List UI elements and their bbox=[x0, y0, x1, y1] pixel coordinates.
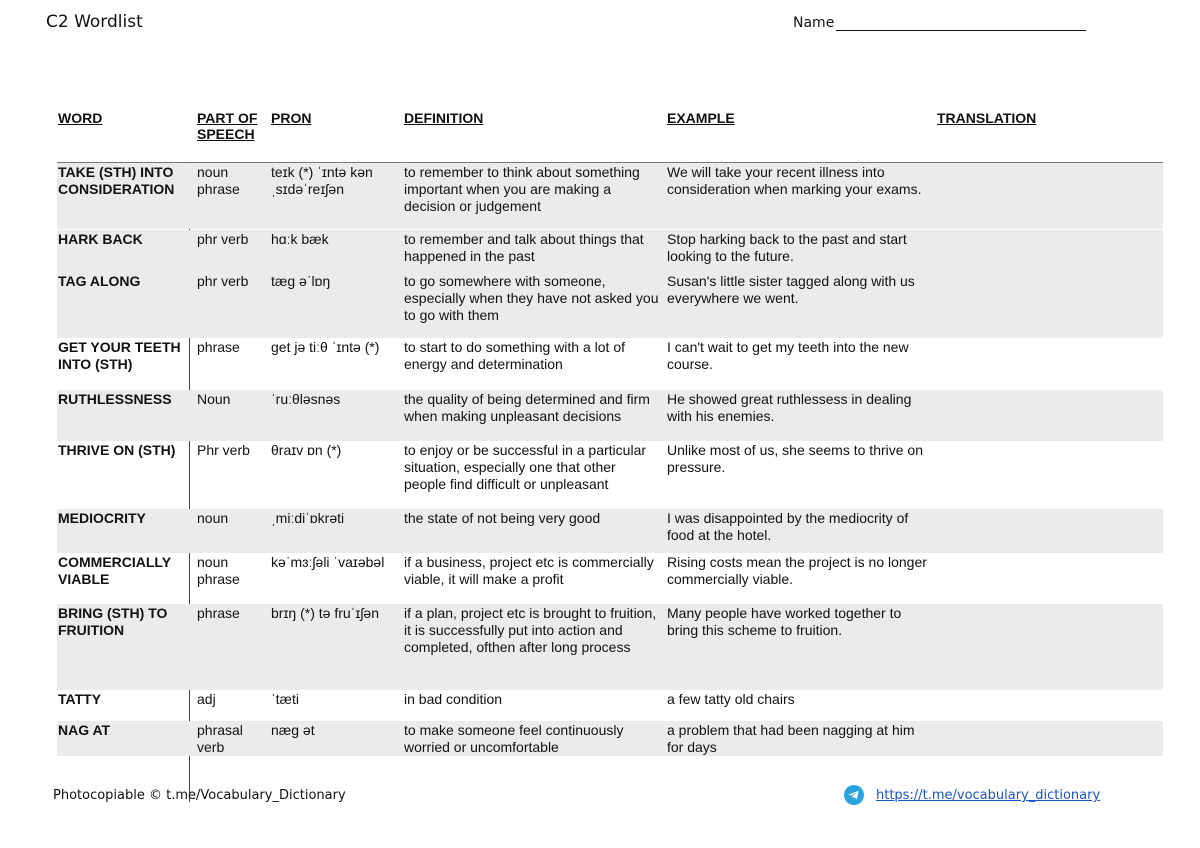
header-word: WORD bbox=[58, 110, 103, 126]
pos-cell: Phr verb bbox=[197, 442, 250, 458]
word-cell: RUTHLESSNESS bbox=[58, 391, 172, 407]
word-cell: BRING (STH) TO FRUITION bbox=[58, 605, 168, 638]
pos-cell: Noun bbox=[197, 391, 231, 407]
table-row bbox=[57, 690, 1163, 721]
pos-cell: phrasal verb bbox=[197, 722, 243, 755]
table-header bbox=[57, 110, 1163, 163]
pos-cell: noun bbox=[197, 510, 229, 526]
word-cell: HARK BACK bbox=[58, 231, 143, 247]
table-row bbox=[57, 163, 1163, 229]
table-row bbox=[57, 553, 1163, 604]
pron-cell: ˈtæti bbox=[271, 691, 299, 707]
example-cell: I was disappointed by the mediocrity of food at the hotel. bbox=[667, 510, 909, 543]
definition-cell: to start to do something with a lot of energy and determination bbox=[404, 339, 626, 372]
example-cell: Susan's little sister tagged along with us everywhere we went. bbox=[667, 273, 915, 306]
example-cell: I can't wait to get my teeth into the new course. bbox=[667, 339, 909, 372]
pron-cell: ˈruːθləsnəs bbox=[271, 391, 341, 407]
definition-cell: the state of not being very good bbox=[404, 510, 601, 526]
example-cell: Unlike most of us, she seems to thrive on pressure. bbox=[667, 442, 923, 475]
example-cell: We will take your recent illness into consideration when marking your exams. bbox=[667, 164, 922, 197]
pron-cell: θraɪv ɒn (*) bbox=[271, 442, 342, 458]
table-row bbox=[57, 230, 1163, 272]
pron-cell: næg ət bbox=[271, 722, 315, 738]
header-pron: PRON bbox=[271, 110, 312, 126]
pos-cell: adj bbox=[197, 691, 216, 707]
word-cell: TAG ALONG bbox=[58, 273, 141, 289]
pos-cell: phr verb bbox=[197, 273, 249, 289]
pos-cell: phr verb bbox=[197, 231, 249, 247]
header-part-of-speech: PART OF SPEECH bbox=[197, 110, 258, 142]
table-row bbox=[57, 441, 1163, 509]
header-translation: TRANSLATION bbox=[937, 110, 1037, 126]
telegram-icon[interactable] bbox=[844, 785, 864, 805]
definition-cell: in bad condition bbox=[404, 691, 503, 707]
footer-copyright: Photocopiable © t.me/Vocabulary_Dictionary bbox=[53, 788, 346, 803]
word-cell: MEDIOCRITY bbox=[58, 510, 146, 526]
definition-cell: to go somewhere with someone, especially when they have not asked you to go with them bbox=[404, 273, 659, 323]
pron-cell: get jə tiːθ ˈɪntə (*) bbox=[271, 339, 380, 355]
pron-cell: kəˈmɜːʃəli ˈvaɪəbəl bbox=[271, 554, 385, 570]
word-cell: TAKE (STH) INTO CONSIDERATION bbox=[58, 164, 175, 197]
pron-cell: ˌmiːdiˈɒkrəti bbox=[271, 510, 345, 526]
name-underline[interactable] bbox=[836, 14, 1086, 31]
word-cell: THRIVE ON (STH) bbox=[58, 442, 176, 458]
name-label: Name bbox=[793, 15, 835, 31]
example-cell: Rising costs mean the project is no longer commercially viable. bbox=[667, 554, 927, 587]
name-field bbox=[793, 14, 1086, 31]
wordlist-table bbox=[57, 110, 1163, 756]
pron-cell: brɪŋ (*) tə fruˈɪʃən bbox=[271, 605, 380, 621]
page-title: C2 Wordlist bbox=[46, 12, 143, 32]
example-cell: Stop harking back to the past and start looking to the future. bbox=[667, 231, 907, 264]
header-definition: DEFINITION bbox=[404, 110, 484, 126]
example-cell: a few tatty old chairs bbox=[667, 691, 795, 707]
pos-cell: phrase bbox=[197, 605, 240, 621]
word-cell: COMMERCIALLY VIABLE bbox=[58, 554, 171, 587]
definition-cell: to make someone feel continuously worried or uncomfortable bbox=[404, 722, 624, 755]
table-row bbox=[57, 604, 1163, 690]
table-row bbox=[57, 272, 1163, 338]
table-row bbox=[57, 509, 1163, 553]
example-cell: a problem that had been nagging at him for days bbox=[667, 722, 915, 755]
definition-cell: if a business, project etc is commercially viable, it will make a profit bbox=[404, 554, 654, 587]
definition-cell: the quality of being determined and firm when making unpleasant decisions bbox=[404, 391, 650, 424]
table-row bbox=[57, 721, 1163, 756]
pron-cell: hɑːk bæk bbox=[271, 231, 329, 247]
definition-cell: to enjoy or be successful in a particular situation, especially one that other people find difficult or unpleasant bbox=[404, 442, 647, 492]
table-row bbox=[57, 338, 1163, 390]
example-cell: He showed great ruthlessess in dealing with his enemies. bbox=[667, 391, 912, 424]
header-example: EXAMPLE bbox=[667, 110, 735, 126]
word-cell: GET YOUR TEETH INTO (STH) bbox=[58, 339, 181, 372]
definition-cell: to remember and talk about things that happened in the past bbox=[404, 231, 644, 264]
example-cell: Many people have worked together to bring this scheme to fruition. bbox=[667, 605, 902, 638]
pos-cell: phrase bbox=[197, 339, 240, 355]
definition-cell: to remember to think about something important when you are making a decision or judgement bbox=[404, 164, 640, 214]
pos-cell: noun phrase bbox=[197, 164, 240, 197]
word-cell: TATTY bbox=[58, 691, 102, 707]
telegram-link[interactable]: https://t.me/vocabulary_dictionary bbox=[876, 788, 1101, 803]
definition-cell: if a plan, project etc is brought to fruition, it is successfully put into action and completed, ofthen after long process bbox=[404, 605, 657, 655]
word-cell: NAG AT bbox=[58, 722, 111, 738]
pron-cell: teɪk (*) ˈɪntə kənˌsɪdəˈreɪʃən bbox=[271, 164, 373, 197]
pos-cell: noun phrase bbox=[197, 554, 240, 587]
table-row bbox=[57, 390, 1163, 441]
pron-cell: tæg əˈlɒŋ bbox=[271, 273, 331, 289]
